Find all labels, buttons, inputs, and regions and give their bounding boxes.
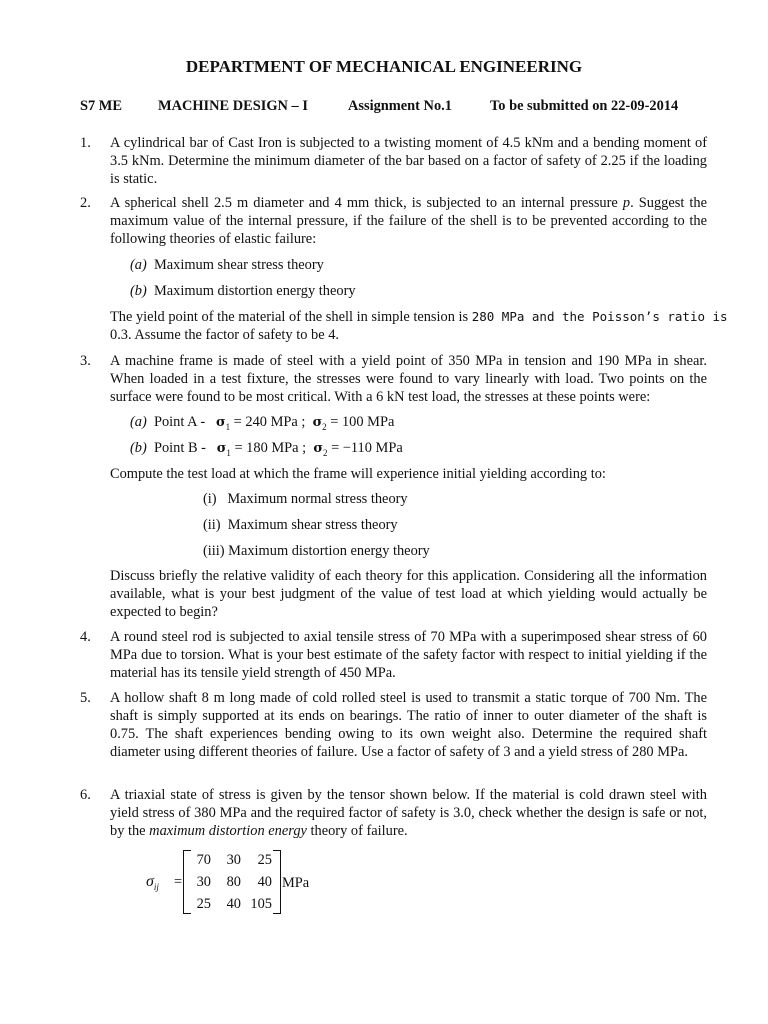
stress-value: = 180 MPa ; [234,440,307,456]
sigma-symbol: σ [216,441,227,456]
theory-iii: (iii) Maximum distortion energy theory [203,543,430,559]
theory-i: (i) Maximum normal stress theory [203,491,408,507]
matrix-cell: 40 [226,896,241,912]
matrix-cell: 25 [257,852,272,868]
option-label: (b) [130,440,147,456]
question-number: 1. [80,135,91,151]
question-number: 3. [80,353,91,369]
right-bracket [273,850,281,914]
stress-value: = 100 MPa [330,414,395,430]
point-b-stresses [130,439,403,458]
subscript: 1 [226,447,231,458]
sigma-symbol: σ [215,415,226,430]
matrix-cell: 70 [196,852,211,868]
stress-tensor-matrix [146,850,366,912]
equals-sign: = [174,874,183,890]
document-title: DEPARTMENT OF MECHANICAL ENGINEERING [185,57,583,76]
subscript: 2 [322,447,328,458]
subscript: ij [153,882,159,893]
subject-label: MACHINE DESIGN – I [158,98,308,114]
yield-note-line1 [110,308,728,326]
sigma-symbol: σ [313,441,323,456]
sigma-symbol: σ [312,415,323,430]
stress-value: = −110 MPa [331,440,403,456]
point-label: Point B - [153,440,206,456]
text-segment: 280 MPa and the Poisson’s ratio is [471,309,728,324]
option-text: Maximum distortion energy theory [153,283,356,299]
option-label: (b) [130,283,147,299]
subscript: 1 [225,421,231,432]
option-a [130,256,324,274]
question-number: 5. [80,690,91,706]
compute-instruction: Compute the test load at which the frame will experience initial yielding according to: [110,466,606,482]
pressure-variable: p [622,195,631,211]
tensor-symbol [146,873,159,891]
class-label: S7 ME [80,98,122,114]
point-a-stresses [130,413,394,432]
text-segment: theory of failure. [306,823,408,839]
yield-note-line2: 0.3. Assume the factor of safety to be 4. [110,327,339,343]
option-b [130,282,356,300]
due-date-label: To be submitted on 22-09-2014 [490,98,679,114]
sigma-symbol: σ [146,873,154,890]
question-number: 2. [80,195,91,211]
tensor-unit: MPa [282,875,310,891]
point-label: Point A - [153,414,206,430]
discuss-text: Discuss briefly the relative validity of each theory for this application. Considering all the information available, what is your best judgment of the value of test load at which yielding would actually be expected to begin? [110,568,707,620]
matrix-cell: 80 [226,874,241,890]
theory-ii: (ii) Maximum shear stress theory [203,517,398,533]
question-number: 4. [80,629,91,645]
matrix-cell: 30 [196,874,211,890]
question-text: A cylindrical bar of Cast Iron is subjected to a twisting moment of 4.5 kNm and a bending moment of 3.5 kNm. Determine the minimum diameter of the bar based on a factor of safety of 2.25 if the loading is static. [110,135,707,187]
matrix-cell: 25 [196,896,211,912]
assignment-label: Assignment No.1 [348,98,452,114]
text-segment: The yield point of the material of the shell in simple tension is [110,309,472,325]
option-text: Maximum shear stress theory [153,257,324,273]
text-segment: . Suggest the maximum value of the internal pressure, if the failure of the shell is to be prevented according to the following theories of elastic failure: [110,195,708,247]
question-text: A round steel rod is subjected to axial tensile stress of 70 MPa with a superimposed shear stress of 60 MPa due to torsion. What is your best estimate of the safety factor with respect to initial yielding if the material has its tensile yield strength of 450 MPa. [110,629,707,681]
text-segment: A spherical shell 2.5 m diameter and 4 mm thick, is subjected to an internal pressure [110,195,623,211]
stress-value: = 240 MPa ; [233,414,306,430]
theory-name: maximum distortion energy [149,823,307,839]
question-number: 6. [80,787,91,803]
option-label: (a) [130,257,147,273]
text-segment: A triaxial state of stress is given by the tensor shown below. If the material is cold drawn steel with yield stress of 380 MPa and the required factor of safety is 3.0, check whether the design is safe or not, by the [110,787,707,839]
question-text: A hollow shaft 8 m long made of cold rolled steel is used to transmit a static torque of 700 Nm. The shaft is simply supported at its ends on bearings. The ratio of inner to outer diameter of the shaft is 0.75. The shaft experiences bending owing to its own weight also. Determine the required shaft diameter using different theories of failure. Use a factor of safety of 3 and a yield stress of 280 MPa. [110,690,707,760]
matrix-cell: 40 [257,874,272,890]
matrix-cell: 30 [226,852,241,868]
question-text [110,194,707,248]
option-label: (a) [130,414,147,430]
question-text [110,786,707,840]
question-text: A machine frame is made of steel with a yield point of 350 MPa in tension and 190 MPa in shear. When loaded in a test fixture, the stresses were found to vary linearly with load. Two points on the surface were found to be most critical. With a 6 kN test load, the stresses at these points were: [110,353,707,405]
matrix-cell: 105 [250,896,272,912]
subscript: 2 [322,421,327,432]
